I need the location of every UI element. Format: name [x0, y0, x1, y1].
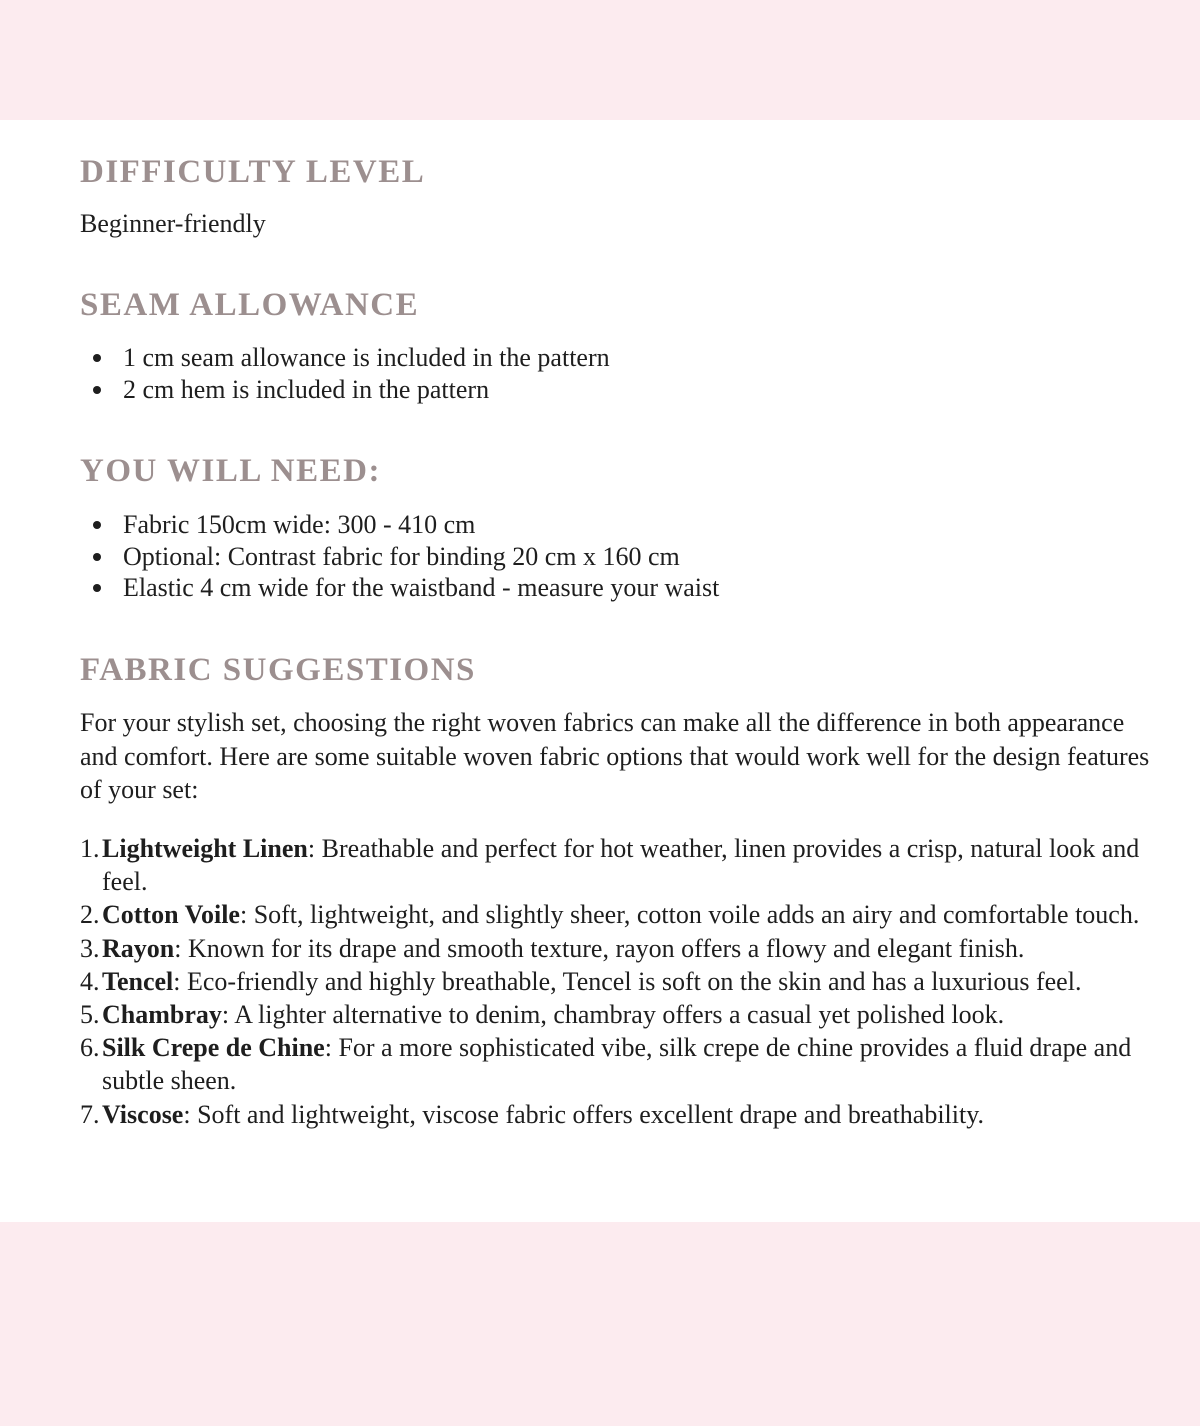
- you-will-need-heading: YOU WILL NEED:: [80, 453, 381, 489]
- fabric-name: Chambray: [102, 1000, 222, 1030]
- fabric-name: Tencel: [102, 966, 174, 996]
- list-item: 1 cm seam allowance is included in the pattern: [80, 342, 610, 374]
- list-item: 2 cm hem is included in the pattern: [80, 374, 610, 406]
- list-item: Elastic 4 cm wide for the waistband - measure your waist: [80, 572, 719, 604]
- seam-allowance-list: [80, 342, 610, 405]
- list-item: 1. Lightweight Linen: Breathable and perfect for hot weather, linen provides a crisp, natural look and feel.: [80, 834, 1140, 897]
- you-will-need-list: [80, 509, 719, 604]
- fabric-name: Viscose: [102, 1099, 184, 1129]
- fabric-name: Silk Crepe de Chine: [102, 1033, 325, 1063]
- bullet-icon: [93, 521, 101, 529]
- fabric-suggestions-intro: For your stylish set, choosing the right woven fabrics can make all the difference in both appearance and comfort. Here are some suitable woven fabric options that would work well for the design features of your set:: [80, 708, 1150, 804]
- bullet-icon: [93, 553, 101, 561]
- list-item: Fabric 150cm wide: 300 - 410 cm: [80, 509, 719, 541]
- list-item: 2. Cotton Voile: Soft, lightweight, and slightly sheer, cotton voile adds an airy and comfortable touch.: [80, 900, 1140, 930]
- fabric-suggestions-heading: FABRIC SUGGESTIONS: [80, 652, 476, 688]
- list-item: 3. Rayon: Known for its drape and smooth texture, rayon offers a flowy and elegant finish.: [80, 933, 1025, 963]
- seam-allowance-heading: SEAM ALLOWANCE: [80, 287, 420, 323]
- list-item: 6. Silk Crepe de Chine: For a more sophisticated vibe, silk crepe de chine provides a fluid drape and subtle sheen.: [80, 1033, 1132, 1096]
- fabric-name: Lightweight Linen: [102, 834, 308, 863]
- list-item: Optional: Contrast fabric for binding 20 cm x 160 cm: [80, 541, 719, 573]
- bullet-icon: [93, 386, 101, 394]
- fabric-name: Cotton Voile: [102, 900, 240, 930]
- bullet-icon: [93, 584, 101, 592]
- fabric-name: Rayon: [102, 933, 175, 963]
- fabric-suggestions-list: [80, 832, 1148, 1131]
- difficulty-text: Beginner-friendly: [80, 209, 266, 238]
- list-item: 4. Tencel: Eco-friendly and highly breathable, Tencel is soft on the skin and has a luxurious feel.: [80, 966, 1082, 996]
- document-page: [0, 120, 1200, 1222]
- bullet-icon: [93, 354, 101, 362]
- difficulty-heading: DIFFICULTY LEVEL: [80, 154, 426, 190]
- list-item: 5. Chambray: A lighter alternative to denim, chambray offers a casual yet polished look.: [80, 1000, 1005, 1030]
- list-item: 7. Viscose: Soft and lightweight, viscose fabric offers excellent drape and breathability.: [80, 1099, 985, 1129]
